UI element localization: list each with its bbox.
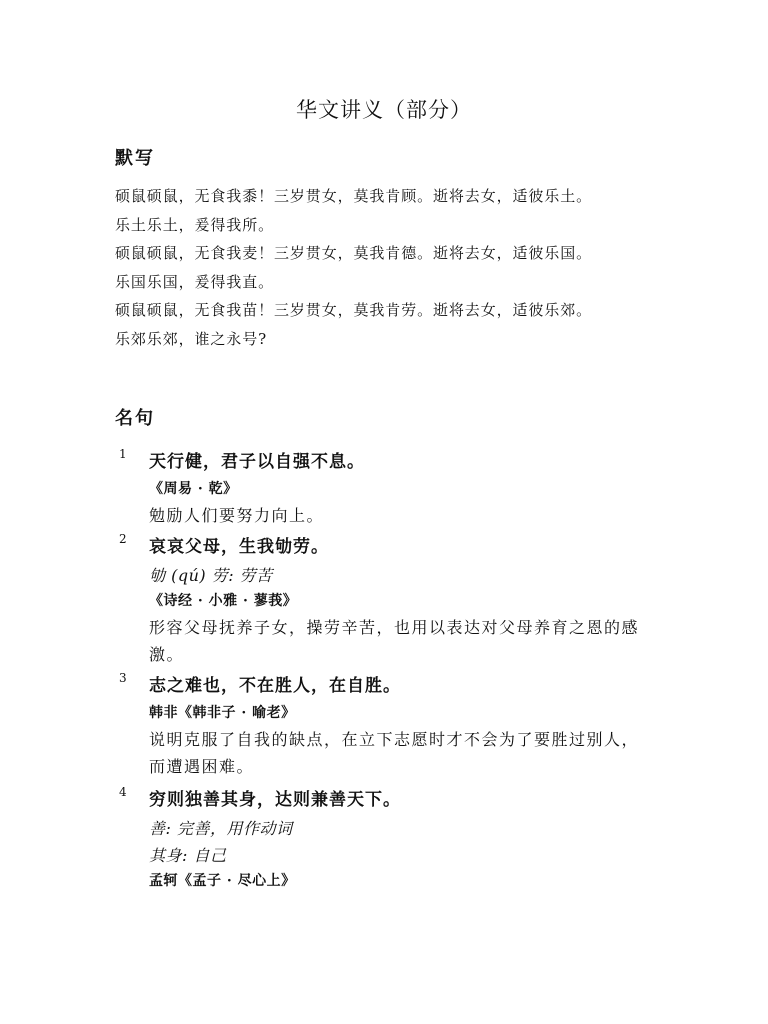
quote-number: 2	[119, 532, 127, 546]
poem-line: 乐国乐国，爰得我直。	[115, 272, 275, 291]
poem-line: 乐郊乐郊，谁之永号?	[115, 329, 268, 348]
quotes-heading: 名句	[115, 408, 155, 429]
quote-text: 志之难也，不在胜人，在自胜。	[149, 676, 401, 696]
quote-source: 韩非《韩非子 · 喻老》	[149, 705, 296, 721]
quote-explanation: 勉励人们要努力向上。	[149, 506, 325, 525]
quote-body	[149, 785, 649, 894]
quote-number: 4	[119, 785, 127, 799]
quote-text: 天行健，君子以自强不息。	[149, 452, 365, 472]
quote-text: 哀哀父母，生我劬劳。	[149, 537, 329, 557]
quote-note: 其身: 自己	[149, 846, 227, 865]
dictation-heading: 默写	[115, 148, 155, 169]
quote-note: 善: 完善，用作动词	[149, 819, 293, 838]
page-title: 华文讲义（部分）	[296, 98, 472, 122]
quote-source: 孟轲《孟子 · 尽心上》	[149, 873, 296, 889]
quote-source: 《周易 · 乾》	[149, 481, 238, 497]
quote-source: 《诗经 · 小雅 · 蓼莪》	[149, 593, 298, 609]
quote-explanation: 说明克服了自我的缺点，在立下志愿时才不会为了要胜过别人，而遭遇困难。	[149, 730, 640, 776]
quote-body	[149, 671, 649, 780]
poem-line: 硕鼠硕鼠，无食我苗！三岁贯女，莫我肯劳。逝将去女，适彼乐郊。	[115, 301, 593, 319]
poem-line: 硕鼠硕鼠，无食我黍！三岁贯女，莫我肯顾。逝将去女，适彼乐土。	[115, 187, 593, 205]
quote-explanation: 形容父母抚养子女，操劳辛苦，也用以表达对父母养育之恩的感激。	[149, 618, 640, 664]
quote-text: 穷则独善其身，达则兼善天下。	[149, 790, 401, 810]
quote-number: 1	[119, 447, 127, 461]
poem-line: 硕鼠硕鼠，无食我麦！三岁贯女，莫我肯德。逝将去女，适彼乐国。	[115, 244, 593, 262]
quote-note: 劬 (qú) 劳: 劳苦	[149, 566, 273, 585]
quote-body	[149, 447, 649, 529]
quote-body	[149, 532, 649, 668]
quote-number: 3	[119, 671, 127, 685]
poem-line: 乐土乐土，爰得我所。	[115, 215, 275, 234]
dictation-poem	[115, 182, 655, 353]
